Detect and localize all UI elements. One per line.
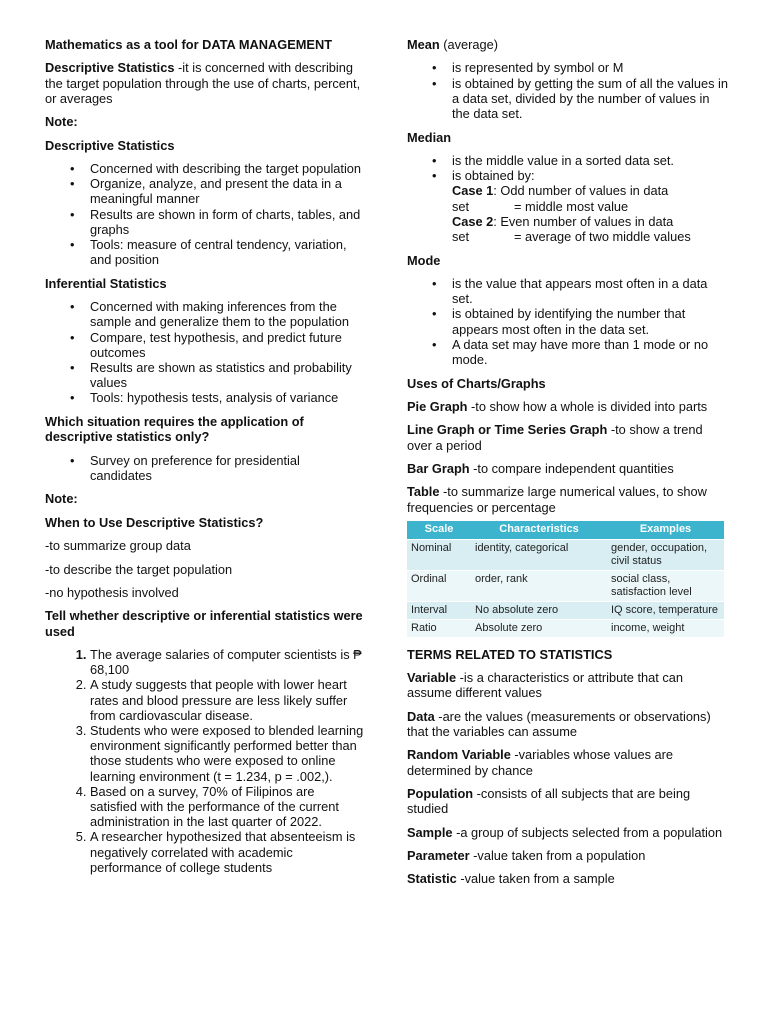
descriptive-list <box>45 161 365 267</box>
uses-heading: Uses of Charts/Graphs <box>407 375 546 391</box>
term-variable: Variable -is a characteristics or attribute that can assume different values <box>407 670 683 701</box>
descriptive-heading: Descriptive Statistics <box>45 137 175 153</box>
table-cell: identity, categorical <box>471 539 607 570</box>
table-def: Table -to summarize large numerical values, to show frequencies or percentage <box>407 484 707 515</box>
table-cell: Interval <box>407 601 471 619</box>
table-cell: IQ score, temperature <box>607 601 724 619</box>
term-sample: Sample -a group of subjects selected from a population <box>407 824 723 840</box>
note-label: Note: <box>45 114 78 130</box>
table-cell: social class, satisfaction level <box>607 570 724 601</box>
list-item <box>452 168 729 244</box>
list-item: • Tools: hypothesis tests, analysis of variance <box>90 390 365 405</box>
descriptive-definition: Descriptive Statistics -it is concerned with describing the target population through the use of charts, percent, or averages <box>45 60 361 106</box>
term-random-variable: Random Variable -variables whose values are determined by chance <box>407 747 674 778</box>
list-item: • A data set may have more than 1 mode or no mode. <box>452 337 729 367</box>
mode-heading: Mode <box>407 252 441 268</box>
table-cell: Nominal <box>407 539 471 570</box>
mean-heading: Mean (average) <box>407 37 499 52</box>
question-heading: Which situation requires the application of descriptive statistics only? <box>45 413 304 445</box>
table-row <box>407 539 724 570</box>
table-header: Characteristics <box>471 521 607 540</box>
table-row <box>407 619 724 637</box>
question-answer-list <box>45 453 365 483</box>
list-item: • Compare, test hypothesis, and predict future outcomes <box>90 330 365 360</box>
table-cell: Ordinal <box>407 570 471 601</box>
table-cell: Ratio <box>407 619 471 637</box>
table-header: Examples <box>607 521 724 540</box>
when-heading: When to Use Descriptive Statistics? <box>45 514 264 530</box>
term-statistic: Statistic -value taken from a sample <box>407 871 615 887</box>
mean-list <box>407 60 729 121</box>
list-item: • is the middle value in a sorted data set. <box>452 153 729 168</box>
table-header: Scale <box>407 521 471 540</box>
pie-graph-def: Pie Graph -to show how a whole is divided into parts <box>407 398 708 414</box>
term-data: Data -are the values (measurements or observations) that the variables can assume <box>407 708 711 739</box>
list-item: • Concerned with describing the target population <box>90 161 365 176</box>
table-cell: No absolute zero <box>471 601 607 619</box>
term-population: Population -consists of all subjects that are being studied <box>407 785 691 817</box>
list-item: • Results are shown in form of charts, tables, and graphs <box>90 207 365 237</box>
inferential-heading: Inferential Statistics <box>45 275 167 291</box>
left-column <box>45 37 365 883</box>
list-item: 5. A researcher hypothesized that absenteeism is negatively correlated with academic performance of college students <box>90 829 365 875</box>
list-item: • is represented by symbol or M <box>452 60 729 75</box>
list-item: • Survey on preference for presidential candidates <box>90 453 365 483</box>
note-label: Note: <box>45 491 78 507</box>
scales-table <box>407 521 724 637</box>
case-1: Case 1: Odd number of values in data <box>452 183 669 199</box>
median-list <box>407 153 729 244</box>
right-column <box>407 37 729 895</box>
tell-list <box>45 647 365 875</box>
table-cell: gender, occupation, civil status <box>607 539 724 570</box>
list-item: • Organize, analyze, and present the data in a meaningful manner <box>90 176 365 206</box>
tell-heading: Tell whether descriptive or inferential statistics were used <box>45 608 363 639</box>
inferential-list <box>45 299 365 405</box>
list-item: • Tools: measure of central tendency, variation, and position <box>90 237 365 267</box>
doc-title: Mathematics as a tool for DATA MANAGEMENT <box>45 37 333 52</box>
list-item: 2. A study suggests that people with lower heart rates and blood pressure are less likely suffer from cardiovascular disease. <box>90 677 365 723</box>
median-obtained: • is obtained by: <box>452 168 535 184</box>
terms-heading: TERMS RELATED TO STATISTICS <box>407 646 613 662</box>
line-graph-def: Line Graph or Time Series Graph -to show a trend over a period <box>407 422 703 453</box>
list-item: • Concerned with making inferences from the sample and generalize them to the population <box>90 299 365 329</box>
table-cell: income, weight <box>607 619 724 637</box>
table-row <box>407 570 724 601</box>
list-item: 3. Students who were exposed to blended learning environment significantly performed better than those students who were exposed to online learning environment (t = 1.234, p = .002,). <box>90 723 365 784</box>
list-item: • is obtained by getting the sum of all the values in a data set, divided by the number of values in the data set. <box>452 76 729 122</box>
term-parameter: Parameter -value taken from a population <box>407 847 646 863</box>
when-line: -to summarize group data <box>45 538 191 554</box>
when-line: -no hypothesis involved <box>45 584 179 600</box>
bar-graph-def: Bar Graph -to compare independent quantities <box>407 460 674 476</box>
table-cell: Absolute zero <box>471 619 607 637</box>
list-item: 1. The average salaries of computer scientists is ₱ 68,100 <box>90 647 365 677</box>
list-item: • Results are shown as statistics and probability values <box>90 360 365 390</box>
mode-list <box>407 276 729 367</box>
case-2: Case 2: Even number of values in data <box>452 213 674 229</box>
list-item: 4. Based on a survey, 70% of Filipinos are satisfied with the performance of the current administration in the last quarter of 2022. <box>90 784 365 830</box>
table-cell: order, rank <box>471 570 607 601</box>
table-header-row <box>407 521 724 540</box>
list-item: • is the value that appears most often in a data set. <box>452 276 729 306</box>
list-item: • is obtained by identifying the number that appears most often in the data set. <box>452 306 729 336</box>
case-2-set: set = average of two middle values <box>452 229 691 244</box>
table-row <box>407 601 724 619</box>
when-line: -to describe the target population <box>45 561 233 577</box>
case-1-set: set = middle most value <box>452 198 629 214</box>
median-heading: Median <box>407 129 452 145</box>
